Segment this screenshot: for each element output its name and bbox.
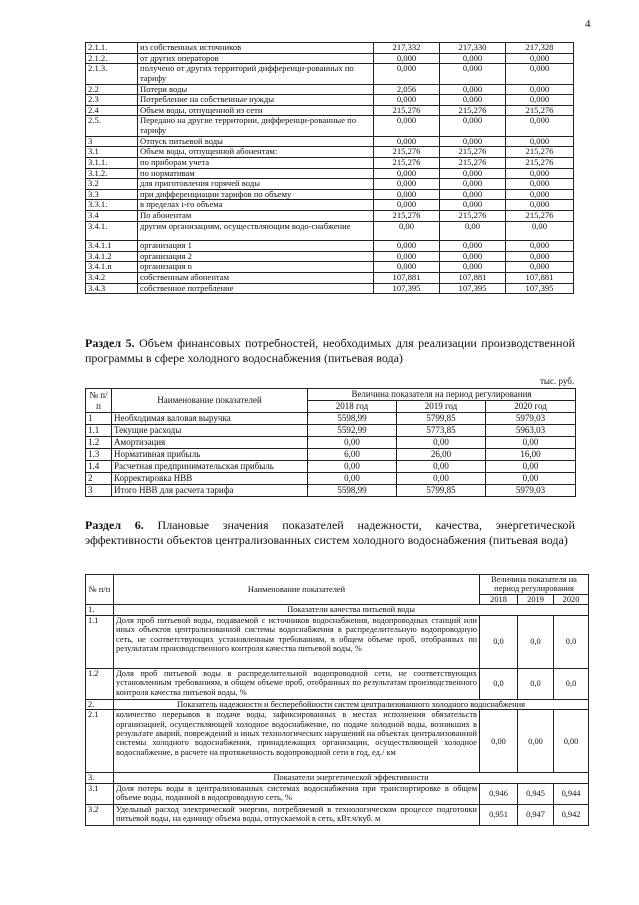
cell-v3: 217,328 — [506, 43, 574, 54]
t3-head-period: Величина показателя на период регулирования — [480, 575, 589, 595]
t3-r31-name: Доля потерь воды в централизованных системах водоснабжения при транспортировке в общем объеме воды, поданной в водопроводную сеть, % — [114, 783, 480, 804]
t3-r21-name: количество перерывов в подаче воды, зафиксированных в местах исполнения обязательств организацией, осуществляющей холодное водоснабжение, по подаче холодной воды, возникших в результате аварий, повреждений и иных технологических нарушений на объектах централизованной системы холодного водоснабжения, принадлежащих организации, осуществляющей холодное водоснабжение, в расчете на протяженность водопроводной сети в год, ед./ км — [114, 710, 480, 773]
cell-name: Расчетная предпринимательская прибыль — [112, 461, 308, 473]
cell-v3: 215,276 — [506, 147, 574, 158]
section6-heading — [85, 518, 575, 548]
table-row — [86, 53, 574, 64]
cell-v2: 0,000 — [440, 189, 506, 200]
cell-v2: 0,000 — [440, 241, 506, 252]
t2-head-name: Наименование показателей — [112, 389, 308, 413]
cell-v1: 0,00 — [308, 437, 397, 449]
section5-title-text: Объем финансовых потребностей, необходимых для реализации производственной программы в сфере холодного водоснабжения (питьевая вода) — [85, 336, 575, 365]
cell-v3: 215,276 — [506, 157, 574, 168]
table-row — [86, 262, 574, 273]
cell-v2: 107,395 — [440, 283, 506, 294]
cell-v1: 0,000 — [374, 53, 440, 64]
section6-title-text: Плановые значения показателей надежности, качества, энергетической эффективности объектов централизованных систем холодного водоснабжения (питьевая вода) — [85, 518, 575, 547]
cell-code: 3.3 — [86, 189, 138, 200]
t3-r12-code: 1.2 — [86, 668, 114, 699]
table-row — [86, 437, 576, 449]
cell-v2: 0,00 — [440, 221, 506, 241]
cell-v2: 26,00 — [397, 449, 486, 461]
cell-v3: 0,000 — [506, 136, 574, 147]
cell-v3: 0,00 — [486, 473, 576, 485]
cell-v3: 5979,03 — [486, 413, 576, 425]
cell-v1: 5598,99 — [308, 413, 397, 425]
cell-name: Корректировка НВВ — [112, 473, 308, 485]
cell-name: собственным абонентам — [138, 273, 374, 284]
cell-name: Нормативная прибыль — [112, 449, 308, 461]
table-row — [86, 449, 576, 461]
t3-sec3-code: 3. — [86, 773, 114, 784]
table-row — [86, 211, 574, 222]
cell-v1: 0,000 — [374, 189, 440, 200]
cell-v2: 0,000 — [440, 116, 506, 136]
cell-v3: 0,000 — [506, 84, 574, 95]
cell-v2: 107,881 — [440, 273, 506, 284]
cell-v1: 217,332 — [374, 43, 440, 54]
t2-head-num: № п/п — [86, 389, 112, 413]
cell-v3: 5963,03 — [486, 425, 576, 437]
cell-v2: 0,00 — [397, 473, 486, 485]
cell-v2: 0,000 — [440, 53, 506, 64]
cell-name: получено от других территорий дифференци-рованных по тарифу — [138, 64, 374, 84]
page-number: 4 — [585, 18, 591, 30]
t3-r21-code: 2.1 — [86, 710, 114, 773]
t3-sec1-code: 1. — [86, 605, 114, 616]
t3-sec2-title: Показатель надежности и бесперебойности систем централизованного холодного водоснабжения — [114, 699, 589, 710]
cell-name: организация 2 — [138, 251, 374, 262]
table-row — [86, 157, 574, 168]
table-row — [86, 43, 574, 54]
t3-sec2-code: 2. — [86, 699, 114, 710]
table-row — [86, 221, 574, 241]
cell-v3: 0,00 — [486, 461, 576, 473]
table-row — [86, 136, 574, 147]
cell-v3: 0,000 — [506, 116, 574, 136]
t3-r21-v1: 0,00 — [480, 710, 518, 773]
t3-r31-v1: 0,946 — [480, 783, 518, 804]
cell-v3: 0,000 — [506, 251, 574, 262]
cell-name: Объем воды, отпущенной абонентам: — [138, 147, 374, 158]
cell-code: 2.3 — [86, 95, 138, 106]
t3-sec3-title: Показатели энергетической эффективности — [114, 773, 589, 784]
t3-r11-v2: 0,0 — [518, 615, 554, 668]
water-balance-table — [85, 42, 574, 294]
cell-v3: 0,000 — [506, 95, 574, 106]
table-row — [86, 147, 574, 158]
cell-name: Необходимая валовая выручка — [112, 413, 308, 425]
t3-r11-name: Доля проб питьевой воды, подаваемой с источников водоснабжения, водопроводных станций или иных объектов централизованной системы водоснабжения в распределительную водопроводную сеть, не соответствующих установленным требованиям, в общем объеме проб, отобранных по результатам производственного контроля качества питьевой воды, % — [114, 615, 480, 668]
cell-v2: 0,00 — [397, 461, 486, 473]
cell-name: Итого НВВ для расчета тарифа — [112, 485, 308, 497]
cell-v3: 0,000 — [506, 64, 574, 84]
cell-name: другим организациям, осуществляющим водо-снабжение — [138, 221, 374, 241]
table-row — [86, 485, 576, 497]
t3-r31-v2: 0,945 — [518, 783, 554, 804]
t3-r32-v2: 0,947 — [518, 804, 554, 825]
cell-v3: 5979,03 — [486, 485, 576, 497]
cell-v1: 2,056 — [374, 84, 440, 95]
cell-code: 2.2 — [86, 84, 138, 95]
cell-v3: 0,000 — [506, 53, 574, 64]
cell-code: 3.4.1. — [86, 221, 138, 241]
cell-code: 3.1.1. — [86, 157, 138, 168]
cell-v1: 0,000 — [374, 136, 440, 147]
cell-code: 2.1.1. — [86, 43, 138, 54]
cell-v1: 0,000 — [374, 168, 440, 179]
cell-v1: 0,00 — [308, 473, 397, 485]
t3-r12-v1: 0,0 — [480, 668, 518, 699]
t3-r11-v3: 0,0 — [554, 615, 589, 668]
cell-name: собственное потребление — [138, 283, 374, 294]
cell-v2: 215,276 — [440, 157, 506, 168]
cell-code: 3.2 — [86, 179, 138, 190]
cell-v1: 0,000 — [374, 116, 440, 136]
cell-name: организация n — [138, 262, 374, 273]
cell-v1: 0,00 — [308, 461, 397, 473]
cell-v2: 5799,85 — [397, 485, 486, 497]
cell-v2: 0,000 — [440, 262, 506, 273]
table-row — [86, 461, 576, 473]
cell-v3: 0,00 — [506, 221, 574, 241]
cell-v2: 5799,85 — [397, 413, 486, 425]
cell-name: Объем воды, отпущенной из сети — [138, 105, 374, 116]
table-row — [86, 473, 576, 485]
cell-name: Потери воды — [138, 84, 374, 95]
section5-title-bold: Раздел 5. — [85, 336, 135, 350]
section6-title-bold: Раздел 6. — [85, 518, 144, 532]
t3-year-3: 2020 — [554, 594, 589, 604]
cell-code: 1.4 — [86, 461, 112, 473]
cell-v3: 107,881 — [506, 273, 574, 284]
cell-v3: 0,000 — [506, 241, 574, 252]
table-row — [86, 179, 574, 190]
cell-code: 3.4.1.2 — [86, 251, 138, 262]
cell-v3: 107,395 — [506, 283, 574, 294]
cell-v1: 0,000 — [374, 179, 440, 190]
cell-v1: 215,276 — [374, 105, 440, 116]
table-row — [86, 168, 574, 179]
table-row — [86, 241, 574, 252]
indicators-table — [85, 574, 589, 826]
cell-v3: 0,000 — [506, 168, 574, 179]
cell-v3: 16,00 — [486, 449, 576, 461]
cell-v1: 0,000 — [374, 95, 440, 106]
table-row — [86, 95, 574, 106]
cell-code: 3.4.1.n — [86, 262, 138, 273]
table-row — [86, 200, 574, 211]
t3-head-num: № п/п — [86, 575, 114, 605]
cell-v2: 0,000 — [440, 95, 506, 106]
cell-code: 3.3.1. — [86, 200, 138, 211]
cell-code: 3.4.2 — [86, 273, 138, 284]
cell-code: 1.1 — [86, 425, 112, 437]
t2-head-period: Величина показателя на период регулирования — [308, 389, 576, 401]
cell-v2: 0,00 — [397, 437, 486, 449]
t3-r11-v1: 0,0 — [480, 615, 518, 668]
cell-v3: 0,000 — [506, 200, 574, 211]
cell-v1: 107,881 — [374, 273, 440, 284]
cell-v2: 217,330 — [440, 43, 506, 54]
cell-v1: 0,000 — [374, 251, 440, 262]
cell-name: по приборам учета — [138, 157, 374, 168]
t2-year-3: 2020 год — [486, 401, 576, 413]
cell-v2: 0,000 — [440, 251, 506, 262]
section5-unit: тыс. руб. — [540, 376, 575, 386]
cell-code: 3 — [86, 136, 138, 147]
t3-year-1: 2018 — [480, 594, 518, 604]
cell-v1: 0,000 — [374, 64, 440, 84]
table-row — [86, 116, 574, 136]
cell-name: по нормативам — [138, 168, 374, 179]
cell-code: 2 — [86, 473, 112, 485]
cell-v3: 0,000 — [506, 179, 574, 190]
t2-year-1: 2018 год — [308, 401, 397, 413]
cell-v1: 0,000 — [374, 262, 440, 273]
t3-r12-v2: 0,0 — [518, 668, 554, 699]
cell-name: из собственных источников — [138, 43, 374, 54]
cell-v3: 0,000 — [506, 262, 574, 273]
cell-code: 2.1.2. — [86, 53, 138, 64]
cell-v2: 0,000 — [440, 179, 506, 190]
cell-v2: 0,000 — [440, 136, 506, 147]
t3-r32-v1: 0,951 — [480, 804, 518, 825]
cell-code: 3.4.1.1 — [86, 241, 138, 252]
cell-v1: 5598,99 — [308, 485, 397, 497]
table-row — [86, 283, 574, 294]
cell-v1: 107,395 — [374, 283, 440, 294]
cell-code: 1 — [86, 413, 112, 425]
cell-code: 3 — [86, 485, 112, 497]
cell-v1: 6,00 — [308, 449, 397, 461]
cell-code: 3.1.2. — [86, 168, 138, 179]
cell-name: организация 1 — [138, 241, 374, 252]
t3-r32-v3: 0,942 — [554, 804, 589, 825]
cell-name: Передано на другие территории, дифференци-рованные по тарифу — [138, 116, 374, 136]
table-row — [86, 425, 576, 437]
cell-v1: 0,00 — [374, 221, 440, 241]
table-row — [86, 105, 574, 116]
cell-name: для приготовления горячей воды — [138, 179, 374, 190]
cell-v2: 0,000 — [440, 64, 506, 84]
t3-r31-v3: 0,944 — [554, 783, 589, 804]
t3-r31-code: 3.1 — [86, 783, 114, 804]
cell-code: 2.4 — [86, 105, 138, 116]
cell-name: от других операторов — [138, 53, 374, 64]
cell-name: Потребление на собственные нужды — [138, 95, 374, 106]
cell-v2: 215,276 — [440, 147, 506, 158]
table-row — [86, 84, 574, 95]
cell-v2: 215,276 — [440, 105, 506, 116]
cell-v2: 0,000 — [440, 200, 506, 211]
cell-code: 3.1 — [86, 147, 138, 158]
cell-v2: 0,000 — [440, 84, 506, 95]
financial-needs-table — [85, 388, 576, 497]
t3-r21-v3: 0,00 — [554, 710, 589, 773]
t3-r12-v3: 0,0 — [554, 668, 589, 699]
cell-v2: 215,276 — [440, 211, 506, 222]
cell-name: Отпуск питьевой воды — [138, 136, 374, 147]
cell-code: 2.1.3. — [86, 64, 138, 84]
cell-v2: 5773,85 — [397, 425, 486, 437]
cell-v1: 5592,99 — [308, 425, 397, 437]
cell-name: По абонентам — [138, 211, 374, 222]
table-row — [86, 413, 576, 425]
cell-v3: 215,276 — [506, 211, 574, 222]
cell-v2: 0,000 — [440, 168, 506, 179]
cell-v1: 215,276 — [374, 211, 440, 222]
t3-r12-name: Доля проб питьевой воды в распределительной водопроводной сети, не соответствующих установленным требованиям, в общем объеме проб, отобранных по результатам производственного контроля качества питьевой воды, % — [114, 668, 480, 699]
t3-r32-code: 3.2 — [86, 804, 114, 825]
cell-code: 1.2 — [86, 437, 112, 449]
cell-v1: 215,276 — [374, 147, 440, 158]
cell-name: Текущие расходы — [112, 425, 308, 437]
cell-code: 3.4.3 — [86, 283, 138, 294]
t3-sec1-title: Показатели качества питьевой воды — [114, 605, 589, 616]
cell-v3: 215,276 — [506, 105, 574, 116]
cell-v1: 0,000 — [374, 241, 440, 252]
t3-r11-code: 1.1 — [86, 615, 114, 668]
cell-v1: 0,000 — [374, 200, 440, 211]
t3-year-2: 2019 — [518, 594, 554, 604]
table-row — [86, 251, 574, 262]
t3-r32-name: Удельный расход электрической энергии, потребляемой в технологическом процессе подготовки питьевой воды, на единицу объема воды, отпускаемой в сеть, кВт.ч/куб. м — [114, 804, 480, 825]
t2-year-2: 2019 год — [397, 401, 486, 413]
cell-code: 3.4 — [86, 211, 138, 222]
table-row — [86, 189, 574, 200]
t3-r21-v2: 0,00 — [518, 710, 554, 773]
table-row — [86, 273, 574, 284]
cell-name: Амортизация — [112, 437, 308, 449]
cell-code: 1.3 — [86, 449, 112, 461]
cell-v1: 215,276 — [374, 157, 440, 168]
cell-v3: 0,000 — [506, 189, 574, 200]
cell-name: в пределах i-го объема — [138, 200, 374, 211]
section5-heading — [85, 336, 575, 366]
cell-v3: 0,00 — [486, 437, 576, 449]
t3-head-name: Наименование показателей — [114, 575, 480, 605]
table-row — [86, 64, 574, 84]
cell-code: 2.5. — [86, 116, 138, 136]
cell-name: при дифференциации тарифов по объему — [138, 189, 374, 200]
